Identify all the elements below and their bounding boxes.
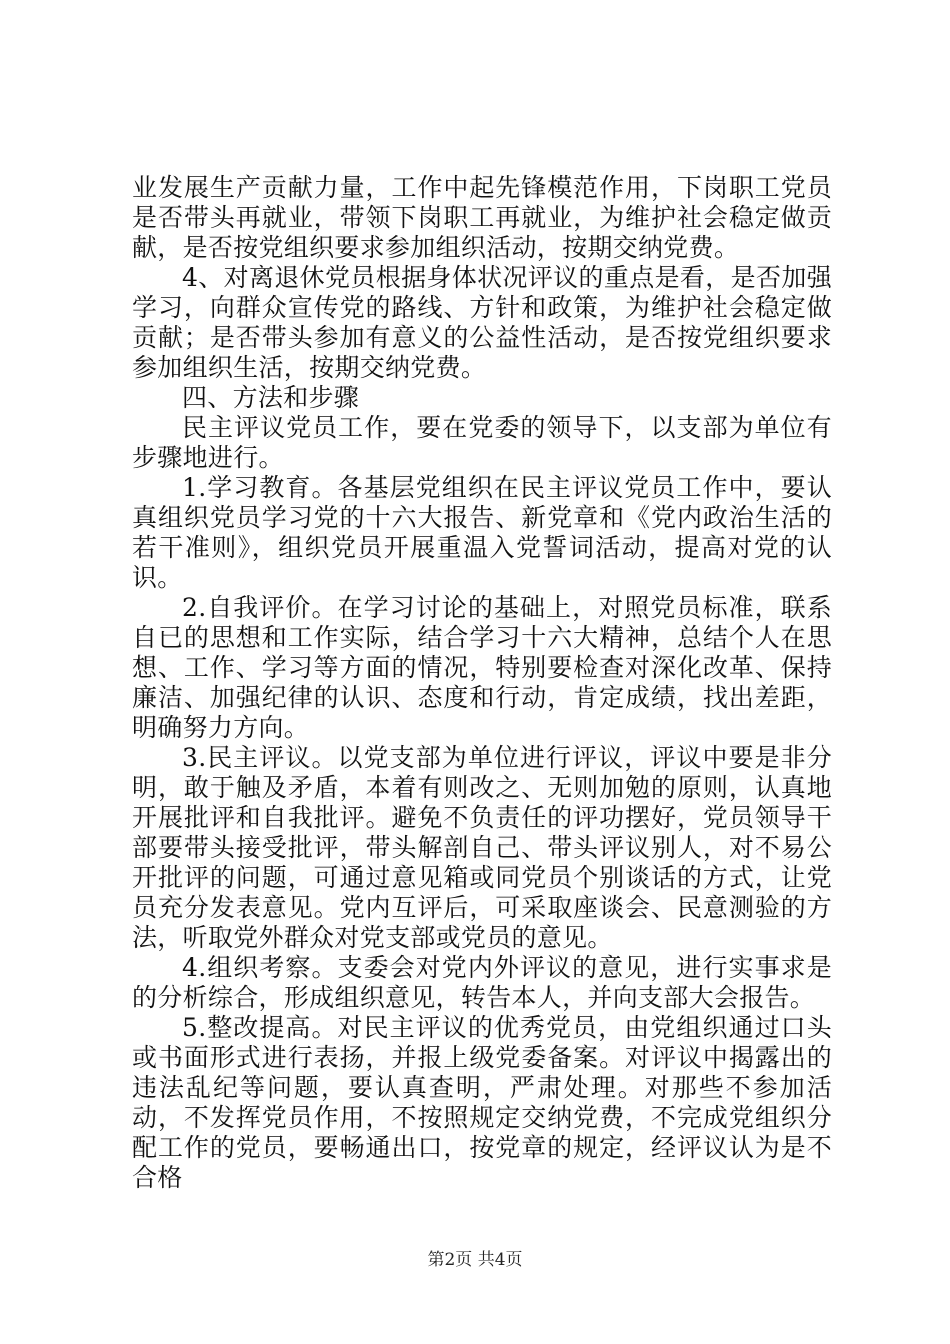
paragraph-step-2: 2.自我评价。在学习讨论的基础上，对照党员标准，联系自已的思想和工作实际，结合学习十六大精神，总结个人在思想、工作、学习等方面的情况，特别要检查对深化改革、保持廉洁、加强纪律的认识、态度和行动，肯定成绩，找出差距，明确努力方向。 [132,593,832,742]
paragraph-1: 业发展生产贡献力量，工作中起先锋模范作用，下岗职工党员是否带头再就业，带领下岗职工再就业，为维护社会稳定做贡献，是否按党组织要求参加组织活动，按期交纳党费。 [132,173,832,262]
paragraph-2: 4、对离退休党员根据身体状况评议的重点是看，是否加强学习，向群众宣传党的路线、方针和政策，为维护社会稳定做贡献；是否带头参加有意义的公益性活动，是否按党组织要求参加组织生活，按期交纳党费。 [132,263,832,382]
paragraph-step-1: 1.学习教育。各基层党组织在民主评议党员工作中，要认真组织党员学习党的十六大报告、新党章和《党内政治生活的若干准则》，组织党员开展重温入党誓词活动，提高对党的认识。 [132,473,832,592]
paragraph-step-3: 3.民主评议。以党支部为单位进行评议，评议中要是非分明，敢于触及矛盾，本着有则改之、无则加勉的原则，认真地开展批评和自我批评。避免不负责任的评功摆好，党员领导干部要带头接受批评，带头解剖自己、带头评议别人，对不易公开批评的问题，可通过意见箱或同党员个别谈话的方式，让党员充分发表意见。党内互评后，可采取座谈会、民意测验的方法，听取党外群众对党支部或党员的意见。 [132,743,832,952]
paragraph-step-5: 5.整改提高。对民主评议的优秀党员，由党组织通过口头或书面形式进行表扬，并报上级党委备案。对评议中揭露出的违法乱纪等问题，要认真查明，严肃处理。对那些不参加活动，不发挥党员作用，不按照规定交纳党费，不完成党组织分配工作的党员，要畅通出口，按党章的规定，经评议认为是不合格 [132,1013,832,1192]
paragraph-4: 民主评议党员工作，要在党委的领导下，以支部为单位有步骤地进行。 [132,413,832,472]
paragraph-step-4: 4.组织考察。支委会对党内外评议的意见，进行实事求是的分析综合，形成组织意见，转告本人，并向支部大会报告。 [132,953,832,1012]
section-heading: 四、方法和步骤 [182,383,360,412]
page-number-footer: 第2页 共4页 [427,1250,523,1270]
document-body [132,173,832,1193]
